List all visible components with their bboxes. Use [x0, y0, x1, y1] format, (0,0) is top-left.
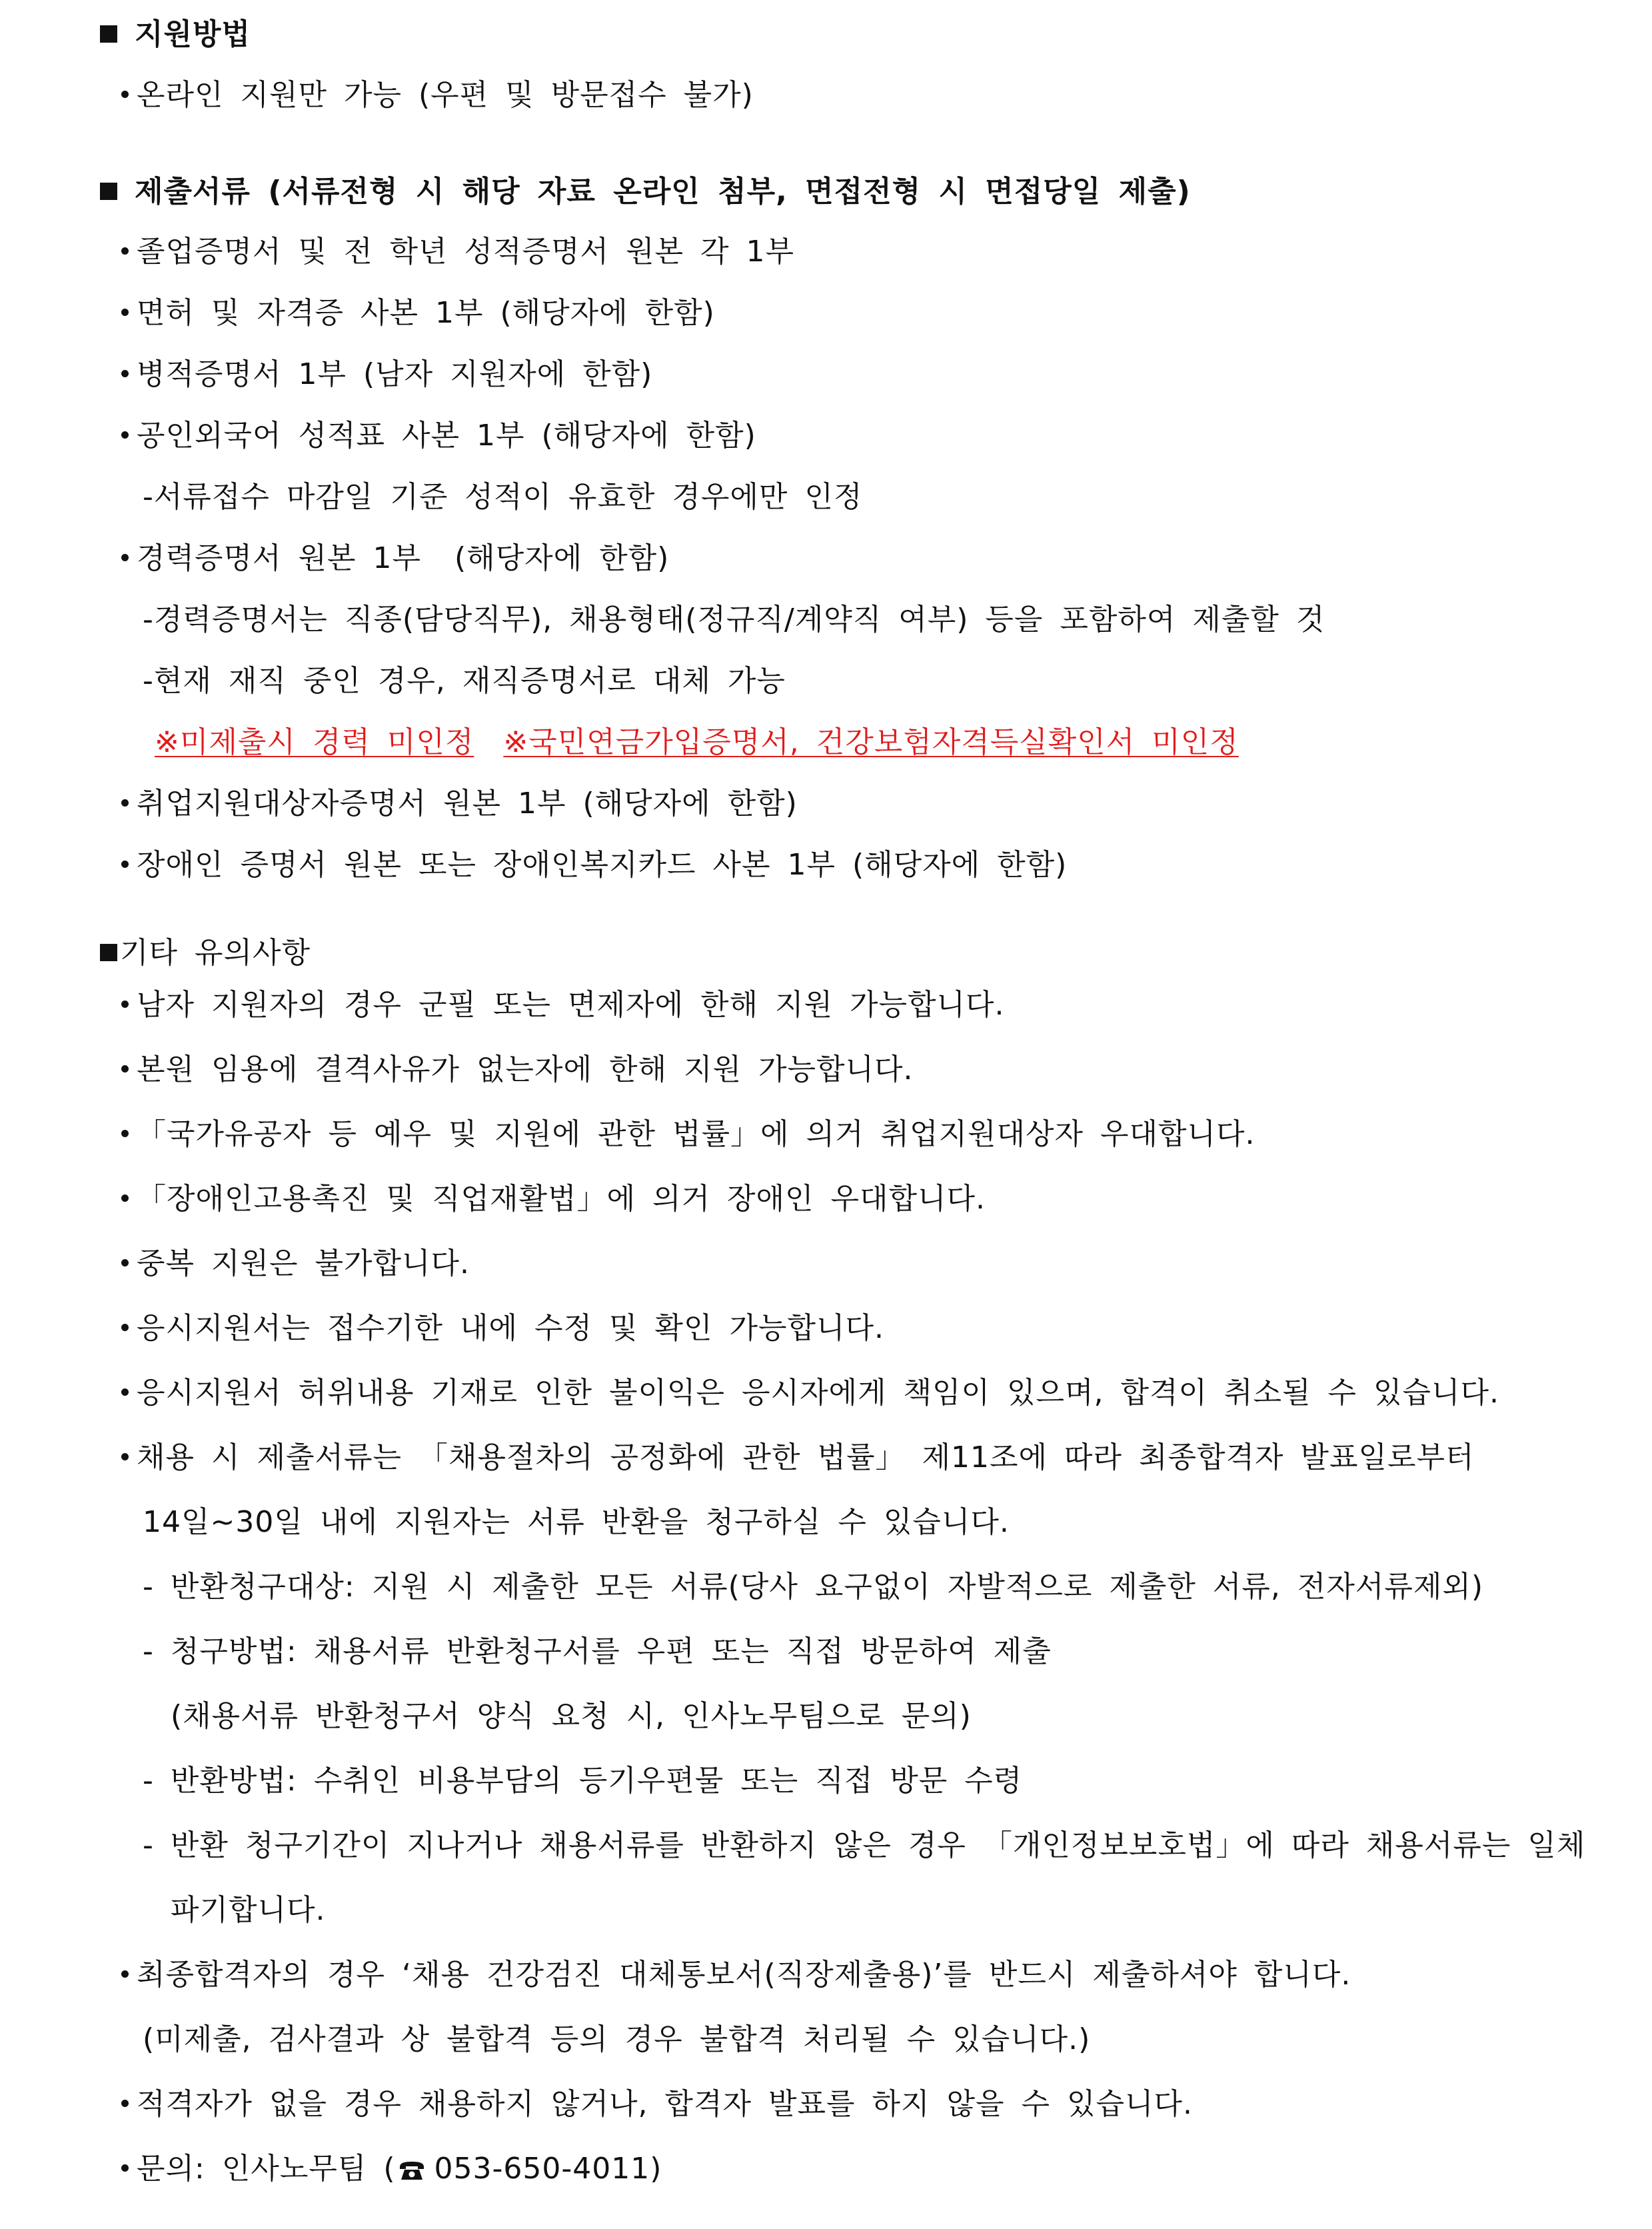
- bullet-icon: [121, 1388, 129, 1396]
- bullet-icon: [121, 1970, 129, 1978]
- bullet-icon: [121, 1324, 129, 1331]
- warning-line: [155, 723, 1239, 763]
- bullet-icon: [121, 1453, 129, 1460]
- list-item: 응시지원서는 접수기한 내에 수정 및 확인 가능합니다.: [121, 1308, 884, 1348]
- section-heading-text: 기타 유의사항: [120, 936, 311, 970]
- list-item: 온라인 지원만 가능 (우편 및 방문접수 불가): [121, 75, 754, 115]
- return-detail: - 반환청구대상: 지원 시 제출한 모든 서류(당사 요구없이 자발적으로 제출한 서류, 전자서류제외): [143, 1570, 1484, 1604]
- bullet-icon: [121, 1001, 129, 1008]
- contact-team: 인사노무팀 (: [221, 2152, 396, 2186]
- contact-label: 문의:: [137, 2152, 205, 2186]
- sub-item: -경력증명서는 직종(담당직무), 채용형태(정규직/계약직 여부) 등을 포함하여 제출할 것: [143, 603, 1325, 637]
- bullet-icon: [121, 247, 129, 255]
- bullet-icon: [121, 309, 129, 316]
- section-heading-method: [100, 15, 251, 55]
- bullet-icon: [121, 1194, 129, 1202]
- list-item-continued: 14일~30일 내에 지원자는 서류 반환을 청구하실 수 있습니다.: [143, 1505, 1010, 1539]
- return-detail: (채용서류 반환청구서 양식 요청 시, 인사노무팀으로 문의): [171, 1699, 972, 1733]
- square-bullet-icon: [100, 183, 117, 200]
- section-heading-notes: [100, 933, 311, 973]
- list-item: 채용 시 제출서류는 「채용절차의 공정화에 관한 법률」 제11조에 따라 최종합격자 발표일로부터: [121, 1438, 1475, 1478]
- sub-item: -현재 재직 중인 경우, 재직증명서로 대체 가능: [143, 664, 786, 698]
- bullet-icon: [121, 1065, 129, 1073]
- list-item: 응시지원서 허위내용 기재로 인한 불이익은 응시자에게 책임이 있으며, 합격이 취소될 수 있습니다.: [121, 1373, 1499, 1413]
- list-item: 중복 지원은 불가합니다.: [121, 1244, 470, 1284]
- square-bullet-icon: [100, 25, 117, 43]
- list-item: 경력증명서 원본 1부 (해당자에 한함): [121, 539, 669, 579]
- list-item: 공인외국어 성적표 사본 1부 (해당자에 한함): [121, 416, 756, 456]
- bullet-icon: [121, 370, 129, 377]
- section-heading-text: 제출서류 (서류전형 시 해당 자료 온라인 첨부, 면접전형 시 면접당일 제출): [135, 175, 1191, 209]
- contact-phone: 053-650-4011): [434, 2152, 662, 2186]
- list-item: 병적증명서 1부 (남자 지원자에 한함): [121, 355, 652, 395]
- list-item: 「국가유공자 등 예우 및 지원에 관한 법률」에 의거 취업지원대상자 우대합니다.: [121, 1114, 1255, 1154]
- bullet-icon: [121, 2100, 129, 2107]
- section-heading-text: 지원방법: [135, 17, 251, 51]
- return-detail: 파기합니다.: [171, 1893, 326, 1927]
- bullet-icon: [121, 554, 129, 561]
- list-item: 「장애인고용촉진 및 직업재활법」에 의거 장애인 우대합니다.: [121, 1179, 986, 1219]
- list-item-continued: (미제출, 검사결과 상 불합격 등의 경우 불합격 처리될 수 있습니다.): [143, 2022, 1091, 2056]
- warning-note: ※국민연금가입증명서, 건강보험자격득실확인서 미인정: [503, 725, 1239, 759]
- list-item: 본원 임용에 결격사유가 없는자에 한해 지원 가능합니다.: [121, 1050, 914, 1090]
- bullet-icon: [121, 2164, 129, 2172]
- list-item: 졸업증명서 및 전 학년 성적증명서 원본 각 1부: [121, 232, 794, 272]
- return-detail: - 반환방법: 수취인 비용부담의 등기우편물 또는 직접 방문 수령: [143, 1764, 1023, 1798]
- square-bullet-icon: [100, 944, 117, 961]
- bullet-icon: [121, 1259, 129, 1266]
- bullet-icon: [121, 799, 129, 807]
- sub-item: -서류접수 마감일 기준 성적이 유효한 경우에만 인정: [143, 480, 863, 514]
- telephone-icon: [399, 2161, 425, 2181]
- list-item: 최종합격자의 경우 ‘채용 건강검진 대체통보서(직장제출용)’를 반드시 제출하셔야 합니다.: [121, 1955, 1351, 1995]
- list-item: 남자 지원자의 경우 군필 또는 면제자에 한해 지원 가능합니다.: [121, 985, 1004, 1025]
- section-heading-documents: [100, 172, 1191, 212]
- return-detail: - 청구방법: 채용서류 반환청구서를 우편 또는 직접 방문하여 제출: [143, 1634, 1052, 1668]
- warning-note: ※미제출시 경력 미인정: [155, 725, 474, 759]
- list-item: 적격자가 없을 경우 채용하지 않거나, 합격자 발표를 하지 않을 수 있습니다.: [121, 2084, 1193, 2124]
- bullet-icon: [121, 431, 129, 439]
- list-item: 면허 및 자격증 사본 1부 (해당자에 한함): [121, 293, 715, 333]
- list-item: 장애인 증명서 원본 또는 장애인복지카드 사본 1부 (해당자에 한함): [121, 845, 1067, 885]
- return-detail: - 반환 청구기간이 지나거나 채용서류를 반환하지 않은 경우 「개인정보보호법」에 따라 채용서류는 일체: [143, 1828, 1586, 1862]
- contact-line: [121, 2149, 662, 2189]
- bullet-icon: [121, 861, 129, 868]
- bullet-icon: [121, 91, 129, 98]
- list-item: 취업지원대상자증명서 원본 1부 (해당자에 한함): [121, 784, 798, 824]
- bullet-icon: [121, 1130, 129, 1137]
